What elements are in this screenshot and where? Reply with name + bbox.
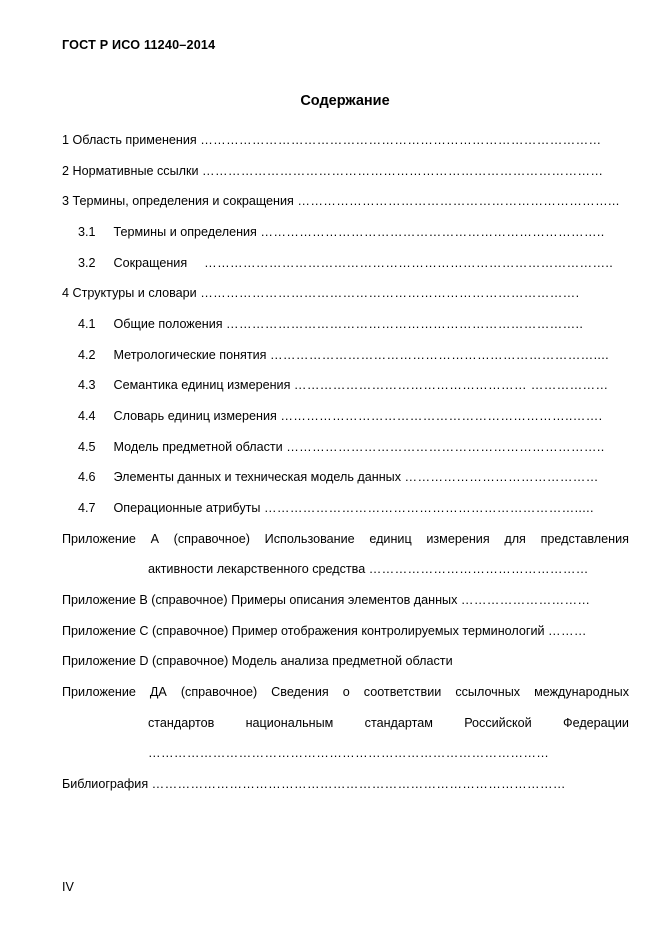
appendix-word: А: [150, 532, 159, 546]
toc-leader-dots: …………………………………………………………………………………: [202, 164, 604, 178]
toc-entry-number: 3.2: [78, 256, 96, 270]
toc-subentry[interactable]: [78, 255, 634, 271]
toc-leader-dots: …………………………………………………………………………………: [200, 133, 602, 147]
toc-entry[interactable]: [62, 285, 628, 301]
toc-subentry[interactable]: [78, 377, 632, 393]
toc-subentry[interactable]: [78, 469, 630, 485]
toc-entry-number: 4.1: [78, 317, 96, 331]
appendix-word: ссылочных: [455, 685, 521, 699]
toc-leader-dots: ………………………………………………………………………..: [226, 317, 584, 331]
toc-leader-dots: ………: [548, 624, 587, 638]
toc-appendix-c[interactable]: [62, 623, 632, 639]
toc-entry-text: Приложение D (справочное) Модель анализа предметной области: [62, 654, 453, 668]
toc-entry-number: 4.3: [78, 378, 96, 392]
appendix-word: о: [342, 685, 350, 699]
toc-entry-text: Семантика единиц измерения: [113, 378, 291, 392]
appendix-word: (справочное): [180, 685, 258, 699]
toc-subentry[interactable]: [78, 439, 630, 455]
toc-leader-dots: …………………………………………………………………………….: [200, 286, 580, 300]
appendix-word: ДА: [149, 685, 167, 699]
appendix-word: Российской: [464, 716, 532, 730]
toc-entry-text: 1 Область применения: [62, 133, 197, 147]
toc-entry-text: Метрологические понятия: [113, 348, 267, 362]
toc-subentry[interactable]: [78, 408, 632, 424]
appendix-word: Приложение: [62, 685, 136, 699]
toc-leader-dots: …………………………: [460, 593, 591, 607]
toc-entry-text: 3 Термины, определения и сокращения: [62, 194, 294, 208]
toc-entry-number: 4.4: [78, 409, 96, 423]
toc-entry-number: 4.5: [78, 440, 96, 454]
toc-appendix-da-continuation[interactable]: [148, 715, 629, 731]
appendix-word: Приложение: [62, 532, 136, 546]
toc-leader-dots: ………………………………………………………………...: [297, 194, 620, 208]
appendix-word: международных: [534, 685, 629, 699]
page-number: IV: [62, 880, 74, 894]
appendix-word: для: [504, 532, 526, 546]
toc-entry[interactable]: [62, 132, 632, 148]
toc-entry-number: 3.1: [78, 225, 96, 239]
toc-entry-text: активности лекарственного средства: [148, 562, 366, 576]
toc-leader-dots: …………………………………………………………………………………..: [204, 256, 614, 270]
toc-entry-text: Модель предметной области: [113, 440, 283, 454]
toc-subentry[interactable]: [78, 347, 626, 363]
appendix-word: единиц: [369, 532, 412, 546]
toc-leader-dots: ……………………………………………………………………………………: [151, 777, 566, 791]
appendix-word: соответствии: [363, 685, 442, 699]
appendix-word: Федерации: [563, 716, 629, 730]
appendix-word: Сведения: [271, 685, 329, 699]
toc-entry-text: Элементы данных и техническая модель данных: [113, 470, 402, 484]
toc-entry-number: 4.2: [78, 348, 96, 362]
toc-bibliography[interactable]: [62, 776, 618, 792]
appendix-word: (справочное): [173, 532, 250, 546]
toc-entry-text: Библиография: [62, 777, 149, 791]
toc-subentry[interactable]: [78, 500, 632, 516]
toc-leader-dots: …………………………………………………………………………………: [148, 746, 550, 760]
appendix-word: стандартам: [364, 716, 433, 730]
toc-leader-dots: ………………………………………………………………..: [286, 440, 605, 454]
toc-leader-dots: ………………………………………: [404, 470, 599, 484]
toc-leader-dots: ……………………………………………… ………………: [293, 378, 609, 392]
toc-leader-dots: ……………………………………………………………….....: [263, 501, 594, 515]
toc-leader-dots: ……………………………………………………………………..: [260, 225, 605, 239]
document-code-header: ГОСТ Р ИСО 11240–2014: [62, 38, 216, 52]
toc-entry[interactable]: [62, 163, 632, 179]
toc-entry-text: 2 Нормативные ссылки: [62, 164, 199, 178]
toc-appendix-da-leader[interactable]: [148, 745, 556, 761]
toc-entry-number: 4.6: [78, 470, 96, 484]
appendix-word: стандартов: [148, 716, 215, 730]
toc-appendix-d[interactable]: [62, 653, 632, 669]
appendix-word: представления: [540, 532, 629, 546]
toc-appendix-a-continuation[interactable]: [148, 561, 632, 577]
toc-entry-text: 4 Структуры и словари: [62, 286, 197, 300]
toc-subentry[interactable]: [78, 224, 632, 240]
toc-title: Содержание: [300, 93, 390, 109]
toc-appendix-b[interactable]: [62, 592, 632, 608]
appendix-word: Использование: [264, 532, 355, 546]
toc-entry-number: 4.7: [78, 501, 96, 515]
toc-entry-text: Приложение В (справочное) Примеры описания элементов данных: [62, 593, 458, 607]
toc-appendix-da[interactable]: [62, 684, 629, 700]
toc-entry-text: Операционные атрибуты: [113, 501, 261, 515]
toc-subentry[interactable]: [78, 316, 622, 332]
toc-entry[interactable]: [62, 193, 632, 209]
toc-entry-text: Общие положения: [113, 317, 223, 331]
appendix-word: измерения: [426, 532, 490, 546]
toc-leader-dots: ……………………………………………: [368, 562, 589, 576]
toc-entry-text: Приложение С (справочное) Пример отображения контролируемых терминологий: [62, 624, 545, 638]
toc-entry-text: Сокращения: [113, 256, 188, 270]
appendix-word: национальным: [245, 716, 334, 730]
toc-entry-text: Словарь единиц измерения: [113, 409, 277, 423]
toc-entry-text: Термины и определения: [113, 225, 257, 239]
toc-leader-dots: …………………………………………………………..…….: [280, 409, 603, 423]
toc-leader-dots: …………………………………………………………………....: [269, 348, 609, 362]
toc-appendix-a[interactable]: [62, 531, 629, 547]
